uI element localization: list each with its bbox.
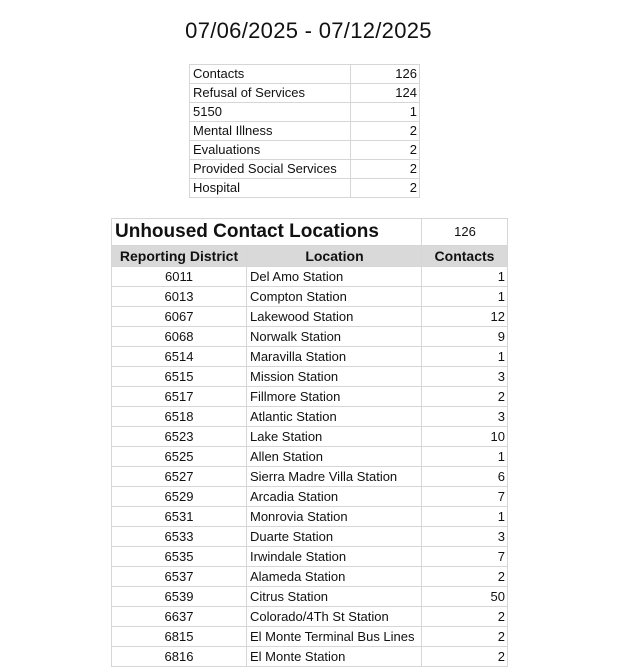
table-row [112, 367, 508, 387]
summary-label: Evaluations [190, 141, 351, 160]
summary-row [190, 84, 420, 103]
contacts-cell: 2 [422, 607, 508, 627]
district-cell: 6637 [112, 607, 247, 627]
district-cell: 6067 [112, 307, 247, 327]
contacts-cell: 1 [422, 447, 508, 467]
location-cell: Sierra Madre Villa Station [247, 467, 422, 487]
district-cell: 6529 [112, 487, 247, 507]
table-row [112, 327, 508, 347]
location-cell: Maravilla Station [247, 347, 422, 367]
summary-row [190, 65, 420, 84]
table-row [112, 527, 508, 547]
summary-row [190, 160, 420, 179]
contacts-cell: 3 [422, 527, 508, 547]
column-header-contacts: Contacts [422, 246, 508, 267]
location-cell: Lakewood Station [247, 307, 422, 327]
location-cell: Allen Station [247, 447, 422, 467]
summary-value: 1 [351, 103, 420, 122]
district-cell: 6517 [112, 387, 247, 407]
locations-table [111, 218, 508, 667]
table-row [112, 407, 508, 427]
summary-value: 126 [351, 65, 420, 84]
summary-label: Provided Social Services [190, 160, 351, 179]
location-cell: Compton Station [247, 287, 422, 307]
summary-row [190, 122, 420, 141]
summary-label: 5150 [190, 103, 351, 122]
district-cell: 6815 [112, 627, 247, 647]
summary-value: 2 [351, 141, 420, 160]
location-cell: Duarte Station [247, 527, 422, 547]
table-row [112, 607, 508, 627]
summary-label: Refusal of Services [190, 84, 351, 103]
district-cell: 6527 [112, 467, 247, 487]
district-cell: 6518 [112, 407, 247, 427]
location-cell: Fillmore Station [247, 387, 422, 407]
locations-total: 126 [422, 219, 508, 246]
location-cell: Alameda Station [247, 567, 422, 587]
location-cell: Lake Station [247, 427, 422, 447]
location-cell: Arcadia Station [247, 487, 422, 507]
location-cell: Citrus Station [247, 587, 422, 607]
district-cell: 6523 [112, 427, 247, 447]
summary-value: 2 [351, 179, 420, 198]
location-cell: Colorado/4Th St Station [247, 607, 422, 627]
table-row [112, 487, 508, 507]
table-row [112, 547, 508, 567]
summary-value: 2 [351, 160, 420, 179]
district-cell: 6539 [112, 587, 247, 607]
table-row [112, 287, 508, 307]
table-row [112, 307, 508, 327]
location-cell: Mission Station [247, 367, 422, 387]
summary-row [190, 141, 420, 160]
contacts-cell: 1 [422, 287, 508, 307]
district-cell: 6514 [112, 347, 247, 367]
district-cell: 6525 [112, 447, 247, 467]
table-row [112, 267, 508, 287]
location-cell: Del Amo Station [247, 267, 422, 287]
district-cell: 6816 [112, 647, 247, 667]
contacts-cell: 12 [422, 307, 508, 327]
contacts-cell: 1 [422, 507, 508, 527]
contacts-cell: 10 [422, 427, 508, 447]
contacts-cell: 7 [422, 487, 508, 507]
contacts-cell: 3 [422, 407, 508, 427]
summary-label: Mental Illness [190, 122, 351, 141]
location-cell: Atlantic Station [247, 407, 422, 427]
table-row [112, 447, 508, 467]
contacts-cell: 1 [422, 347, 508, 367]
contacts-cell: 2 [422, 647, 508, 667]
contacts-cell: 7 [422, 547, 508, 567]
contacts-cell: 50 [422, 587, 508, 607]
table-row [112, 587, 508, 607]
location-cell: Monrovia Station [247, 507, 422, 527]
contacts-cell: 6 [422, 467, 508, 487]
location-cell: El Monte Terminal Bus Lines [247, 627, 422, 647]
contacts-cell: 9 [422, 327, 508, 347]
district-cell: 6531 [112, 507, 247, 527]
district-cell: 6068 [112, 327, 247, 347]
district-cell: 6011 [112, 267, 247, 287]
location-cell: Irwindale Station [247, 547, 422, 567]
locations-heading-row [112, 219, 508, 246]
locations-heading: Unhoused Contact Locations [112, 219, 422, 246]
summary-row [190, 179, 420, 198]
contacts-cell: 1 [422, 267, 508, 287]
table-row [112, 507, 508, 527]
table-row [112, 647, 508, 667]
report-date-range: 07/06/2025 - 07/12/2025 [185, 18, 432, 43]
table-row [112, 467, 508, 487]
location-cell: El Monte Station [247, 647, 422, 667]
district-cell: 6013 [112, 287, 247, 307]
contacts-cell: 3 [422, 367, 508, 387]
summary-table [189, 64, 420, 198]
table-row [112, 627, 508, 647]
table-row [112, 347, 508, 367]
contacts-cell: 2 [422, 627, 508, 647]
district-cell: 6535 [112, 547, 247, 567]
location-cell: Norwalk Station [247, 327, 422, 347]
column-header-district: Reporting District [112, 246, 247, 267]
contacts-cell: 2 [422, 567, 508, 587]
summary-value: 2 [351, 122, 420, 141]
contacts-cell: 2 [422, 387, 508, 407]
table-row [112, 387, 508, 407]
table-row [112, 567, 508, 587]
table-row [112, 427, 508, 447]
summary-value: 124 [351, 84, 420, 103]
district-cell: 6533 [112, 527, 247, 547]
district-cell: 6515 [112, 367, 247, 387]
summary-label: Contacts [190, 65, 351, 84]
district-cell: 6537 [112, 567, 247, 587]
summary-row [190, 103, 420, 122]
column-header-location: Location [247, 246, 422, 267]
column-header-row [112, 246, 508, 267]
summary-label: Hospital [190, 179, 351, 198]
